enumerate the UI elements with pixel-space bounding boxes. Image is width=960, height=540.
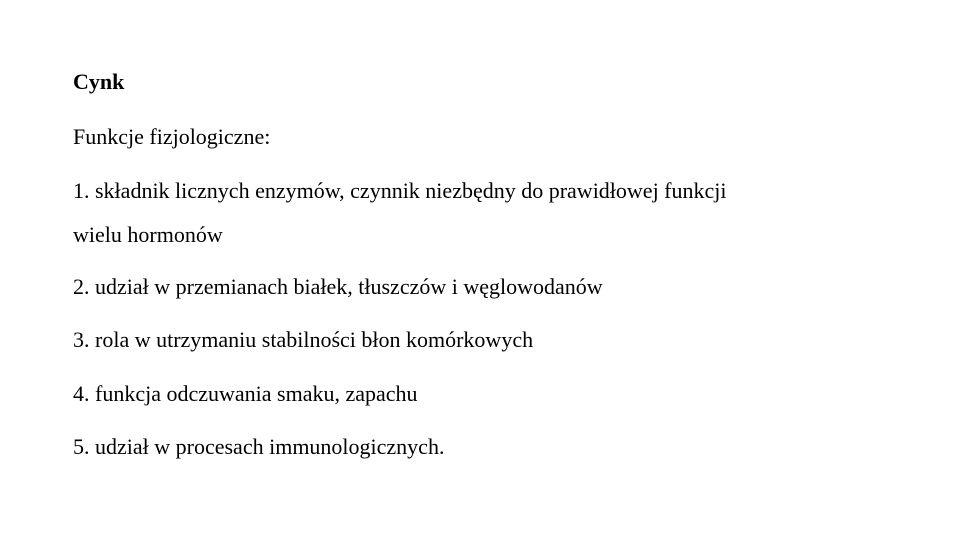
- list-item-4: 4. funkcja odczuwania smaku, zapachu: [73, 381, 418, 406]
- section-heading: Funkcje fizjologiczne:: [73, 124, 271, 149]
- list-item-1-continuation: wielu hormonów: [73, 222, 223, 247]
- list-item-3: 3. rola w utrzymaniu stabilności błon komórkowych: [73, 327, 534, 352]
- list-item-1: 1. składnik licznych enzymów, czynnik niezbędny do prawidłowej funkcji: [73, 178, 727, 203]
- list-item-5: 5. udział w procesach immunologicznych.: [73, 434, 445, 459]
- list-item-2: 2. udział w przemianach białek, tłuszczów i węglowodanów: [73, 274, 603, 299]
- slide-title: Cynk: [73, 69, 125, 94]
